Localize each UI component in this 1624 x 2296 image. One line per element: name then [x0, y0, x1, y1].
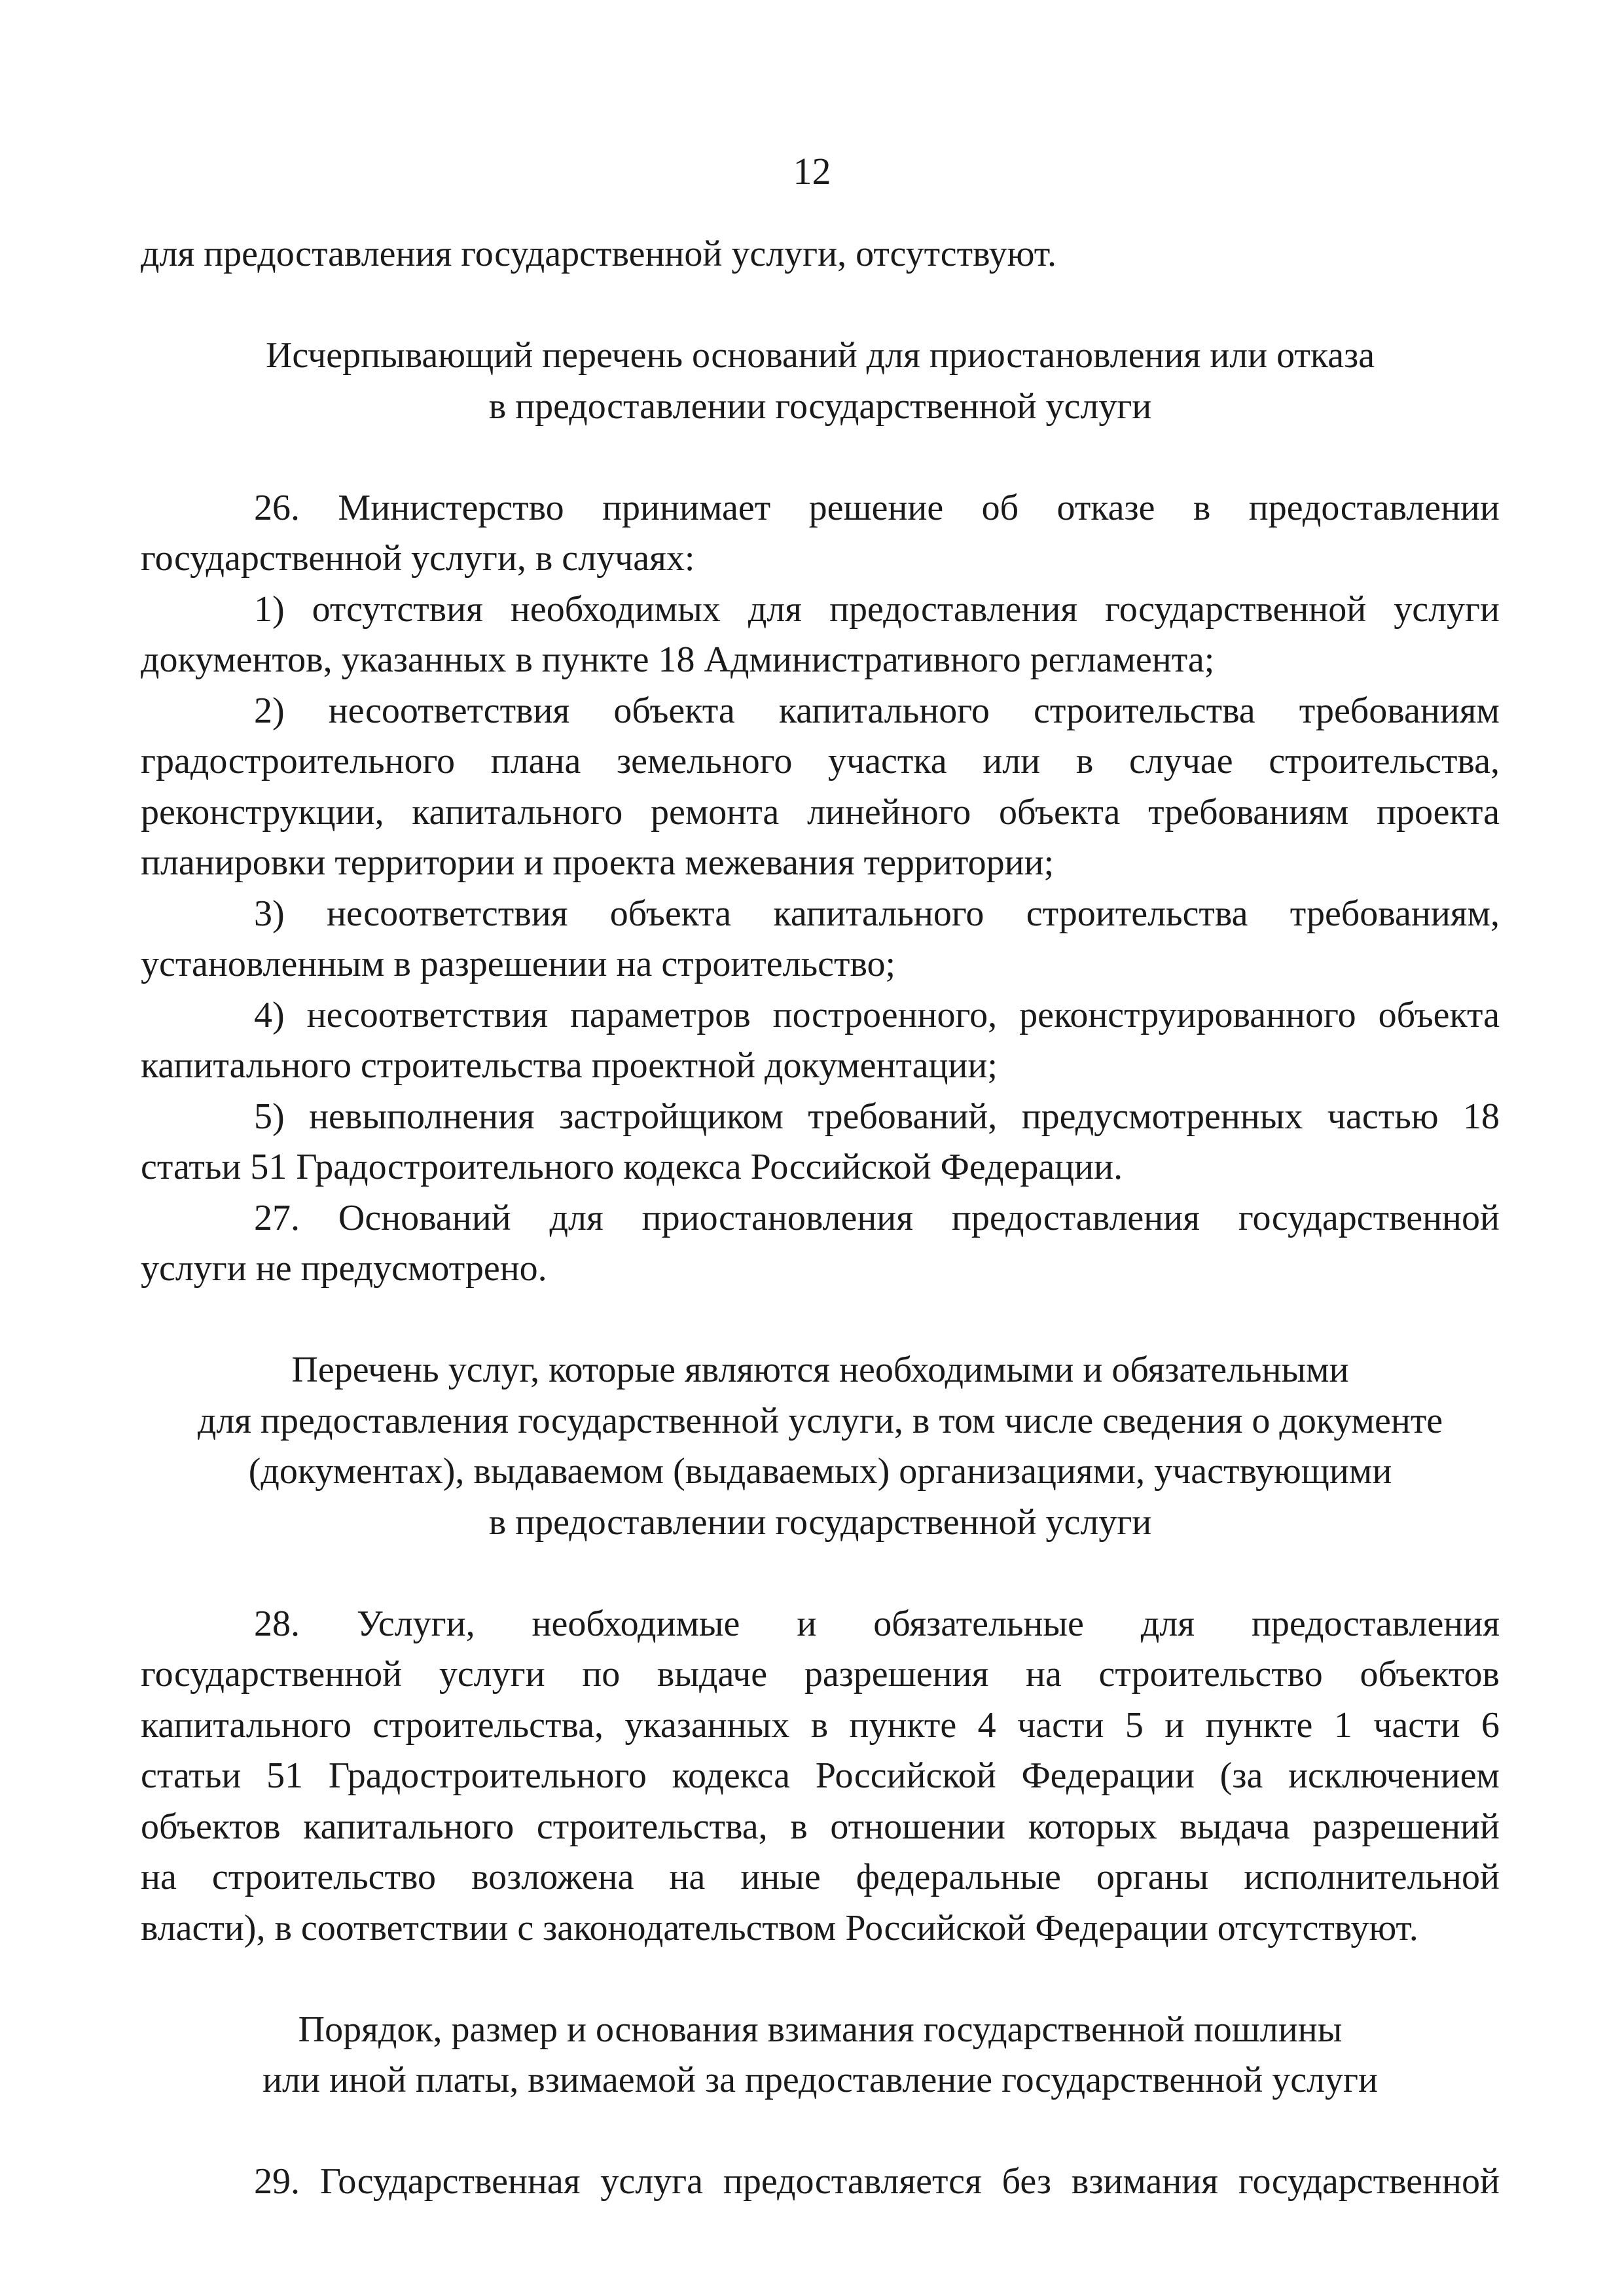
heading-line: (документах), выдаваемом (выдаваемых) организациями, участвующими: [248, 1451, 1392, 1492]
text-line: государственной услуги, в случаях:: [141, 538, 695, 579]
paragraph-29: [141, 2157, 1500, 2208]
section-heading-refusal-grounds: [141, 331, 1500, 432]
text-line: 4) несоответствия параметров построенного, реконструированного объекта: [254, 994, 1500, 1035]
text-line: статьи 51 Градостроительного кодекса Российской Федерации.: [141, 1147, 1123, 1187]
spacer: [141, 1548, 1500, 1599]
heading-line: Порядок, размер и основания взимания государственной пошлины: [298, 2009, 1343, 2050]
text-line: капитального строительства, указанных в пункте 4 части 5 и пункте 1 части 6: [141, 1704, 1500, 1746]
text-line: градостроительного плана земельного участка или в случае строительства,: [141, 741, 1500, 781]
text-line: 27. Оснований для приостановления предоставления государственной: [254, 1197, 1500, 1238]
section-heading-necessary-services: [141, 1345, 1500, 1548]
text-line: реконструкции, капитального ремонта линейного объекта требованиям проекта: [141, 791, 1500, 833]
text-line: на строительство возложена на иные федеральные органы исполнительной: [141, 1857, 1500, 1897]
document-body: [141, 229, 1500, 2208]
text-line: 29. Государственная услуга предоставляется без взимания государственной: [254, 2161, 1500, 2202]
heading-line: для предоставления государственной услуги, в том числе сведения о документе: [197, 1400, 1443, 1441]
text-line: 26. Министерство принимает решение об отказе в предоставлении: [254, 487, 1500, 528]
text-line: установленным в разрешении на строительство;: [141, 944, 896, 984]
paragraph-26: [141, 483, 1500, 1193]
heading-line: в предоставлении государственной услуги: [488, 386, 1152, 427]
text-line: планировки территории и проекта межевания территории;: [141, 842, 1055, 883]
spacer: [141, 1295, 1500, 1346]
text-line: объектов капитального строительства, в отношении которых выдача разрешений: [141, 1806, 1500, 1847]
page-number: 12: [793, 150, 831, 192]
text-line: 28. Услуги, необходимые и обязательные для предоставления: [254, 1603, 1500, 1644]
text-line: услуги не предусмотрено.: [141, 1248, 547, 1289]
text-line: документов, указанных в пункте 18 Административного регламента;: [141, 639, 1215, 680]
text-line: для предоставления государственной услуги, отсутствуют.: [141, 234, 1056, 274]
spacer: [141, 1954, 1500, 2005]
spacer: [141, 432, 1500, 483]
text-line: статьи 51 Градостроительного кодекса Российской Федерации (за исключением: [141, 1755, 1500, 1796]
paragraph-27: [141, 1193, 1500, 1295]
heading-line: Перечень услуг, которые являются необходимыми и обязательными: [291, 1350, 1349, 1390]
text-line: 2) несоответствия объекта капитального строительства требованиям: [254, 690, 1500, 731]
heading-line: в предоставлении государственной услуги: [488, 1501, 1152, 1543]
spacer: [141, 280, 1500, 331]
text-line: власти), в соответствии с законодательством Российской Федерации отсутствуют.: [141, 1907, 1418, 1948]
spacer: [141, 2106, 1500, 2157]
text-line: 5) невыполнения застройщиком требований, предусмотренных частью 18: [254, 1096, 1500, 1137]
paragraph-28: [141, 1599, 1500, 1954]
text-line: государственной услуги по выдаче разрешения на строительство объектов: [141, 1654, 1500, 1695]
text-line: 3) несоответствия объекта капитального строительства требованиям,: [254, 893, 1500, 934]
section-heading-fee: [141, 2005, 1500, 2106]
text-line: капитального строительства проектной документации;: [141, 1045, 998, 1086]
text-line: 1) отсутствия необходимых для предоставления государственной услуги: [254, 588, 1500, 630]
heading-line: или иной платы, взимаемой за предоставление государственной услуги: [262, 2060, 1378, 2100]
heading-line: Исчерпывающий перечень оснований для приостановления или отказа: [265, 335, 1375, 376]
